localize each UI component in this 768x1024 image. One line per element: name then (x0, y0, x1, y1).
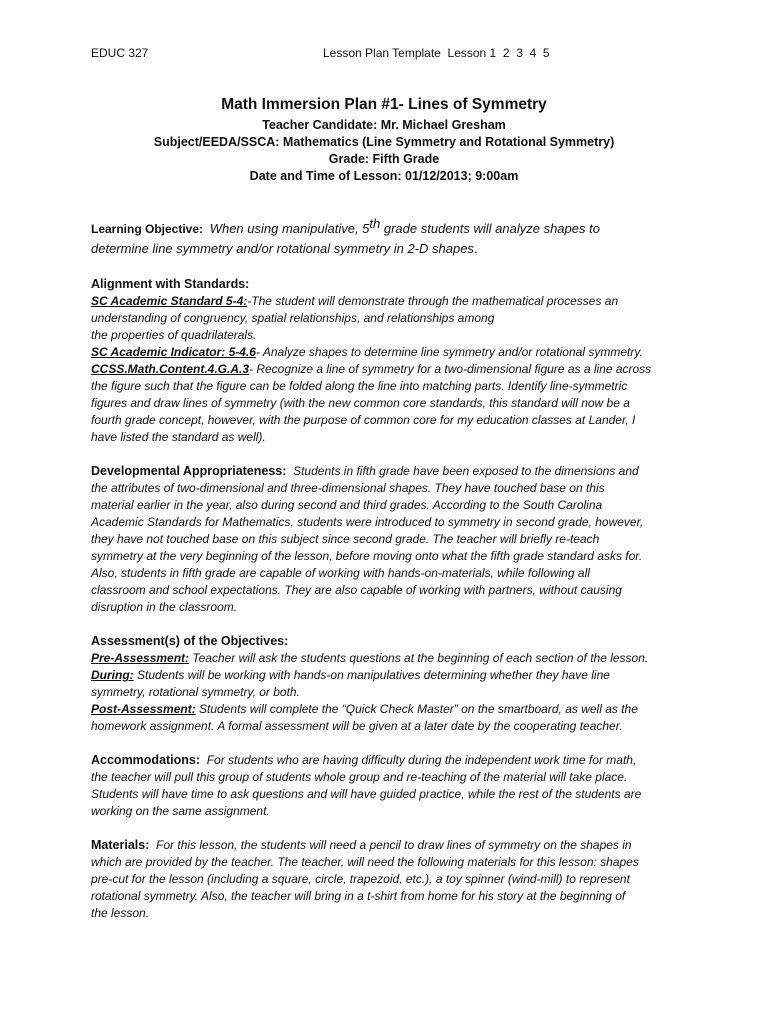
materials-text-2: which are provided by the teacher. The teacher, will need the following materials for this lesson: shapes (91, 855, 639, 869)
teacher-candidate: Teacher Candidate: Mr. Michael Gresham (262, 118, 506, 132)
alignment-heading: Alignment with Standards: (91, 277, 250, 291)
pre-assessment-label: Pre-Assessment: (91, 651, 190, 665)
assessment-heading: Assessment(s) of the Objectives: (91, 634, 289, 648)
post-assessment-text-2: homework assignment. A formal assessment will be given at a later date by the cooperating teacher. (91, 719, 623, 733)
indicator-text: - Analyze shapes to determine line symmetry and/or rotational symmetry. (255, 345, 643, 359)
developmental-text-5: they have not touched base on this subject since second grade. The teacher will briefly re-teach (91, 532, 600, 546)
template-label: Lesson Plan Template Lesson 1 2 3 4 5 (323, 46, 550, 60)
learning-objective-line (91, 216, 681, 239)
learning-objective-sup: th (369, 216, 381, 231)
materials-label: Materials: (91, 838, 150, 852)
learning-objective-period: . (473, 241, 478, 256)
learning-objective-text-c: determine line symmetry and/or rotational symmetry in 2-D shapes (91, 241, 474, 256)
materials-line-1 (91, 837, 681, 854)
accommodations-text-3: Students will have time to ask questions and will have guided practice, while the rest of the students are (91, 787, 642, 801)
ccss-text-5: have listed the standard as well). (91, 430, 266, 444)
pre-assessment-line (91, 650, 681, 667)
accommodations-label: Accommodations: (91, 753, 201, 767)
developmental-text-6: symmetry at the very beginning of the lesson, before moving onto what the fifth grade standard asks for. (91, 549, 643, 563)
ccss-text-4: fourth grade concept, however, with the purpose of common core for my education classes at Lander, I (91, 413, 636, 427)
subject-line: Subject/EEDA/SSCA: Mathematics (Line Symmetry and Rotational Symmetry) (153, 135, 615, 149)
developmental-text-1: Students in fifth grade have been exposed to the dimensions and (293, 464, 639, 478)
indicator-label: SC Academic Indicator: 5-4.6 (91, 345, 256, 359)
grade-line: Grade: Fifth Grade (328, 152, 440, 166)
post-assessment-text-1: Students will complete the “Quick Check Master” on the smartboard, as well as the (195, 702, 638, 716)
during-text-1: Students will be working with hands-on manipulatives determining whether they have line (133, 668, 610, 682)
during-label: During: (91, 668, 134, 682)
developmental-text-7: Also, students in fifth grade are capable of working with hands-on-materials, while following all (91, 566, 590, 580)
ccss-label: CCSS.Math.Content.4.G.A.3 (91, 362, 250, 376)
sc-standard-line (91, 293, 681, 310)
pre-assessment-text: Teacher will ask the students questions at the beginning of each section of the lesson. (189, 651, 649, 665)
document-title: Math Immersion Plan #1- Lines of Symmetry (221, 96, 547, 113)
alignment-section (91, 276, 681, 446)
ccss-line (91, 361, 681, 378)
sc-standard-text-3: the properties of quadrilaterals. (91, 328, 257, 342)
post-assessment-label: Post-Assessment: (91, 702, 196, 716)
assessment-section (91, 633, 681, 735)
learning-objective-text-b: grade students will analyze shapes to (380, 221, 600, 236)
learning-objective-label: Learning Objective: (91, 222, 204, 236)
accommodations-line-1 (91, 752, 681, 769)
developmental-text-9: disruption in the classroom. (91, 600, 238, 614)
materials-text-3: pre-cut for the lesson (including a square, circle, trapezoid, etc.), a toy spinner (wind-mill) to represent (91, 872, 630, 886)
learning-objective-line-2 (91, 239, 681, 259)
ccss-text-2: the figure such that the figure can be folded along the line into matching parts. Identify line-symmetric (91, 379, 628, 393)
accommodations-text-4: working on the same assignment. (91, 804, 270, 818)
learning-objective-section (91, 216, 681, 259)
post-assessment-line (91, 701, 681, 718)
developmental-line-1 (91, 463, 681, 480)
developmental-text-3: material earlier in the year, also during second and third grades. According to the South Carolina (91, 498, 603, 512)
sc-standard-label: SC Academic Standard 5-4: (91, 294, 248, 308)
materials-text-1: For this lesson, the students will need a pencil to draw lines of symmetry on the shapes in (156, 838, 632, 852)
ccss-text-3: figures and draw lines of symmetry (with the new common core standards, this standard will now be a (91, 396, 630, 410)
developmental-label: Developmental Appropriateness: (91, 464, 287, 478)
developmental-text-8: classroom and school expectations. They are also capable of working with partners, without causing (91, 583, 622, 597)
accommodations-text-1: For students who are having difficulty during the independent work time for math, (206, 753, 637, 767)
developmental-section (91, 463, 681, 616)
accommodations-text-2: the teacher will pull this group of students whole group and re-teaching of the material will take place. (91, 770, 628, 784)
date-time-line: Date and Time of Lesson: 01/12/2013; 9:00am (249, 169, 519, 183)
developmental-text-2: the attributes of two-dimensional and three-dimensional shapes. They have touched base on this (91, 481, 605, 495)
sc-standard-text-2: understanding of congruency, spatial relationships, and relationships among (91, 311, 495, 325)
materials-section (91, 837, 681, 922)
title-block (0, 96, 768, 185)
indicator-line (91, 344, 681, 361)
materials-text-4: rotational symmetry. Also, the teacher will bring in a t-shirt from home for his story at the beginning of (91, 889, 626, 903)
during-text-2: symmetry, rotational symmetry, or both. (91, 685, 300, 699)
ccss-text-1: - Recognize a line of symmetry for a two-dimensional figure as a line across (249, 362, 652, 376)
accommodations-section (91, 752, 681, 820)
course-code: EDUC 327 (91, 46, 149, 60)
sc-standard-text-1: -The student will demonstrate through the mathematical processes an (247, 294, 619, 308)
learning-objective-text-a: When using manipulative, 5 (209, 221, 370, 236)
materials-text-5: the lesson. (91, 906, 150, 920)
document-body (91, 216, 681, 939)
during-line (91, 667, 681, 684)
developmental-text-4: Academic Standards for Mathematics, students were introduced to symmetry in second grade, however, (91, 515, 644, 529)
